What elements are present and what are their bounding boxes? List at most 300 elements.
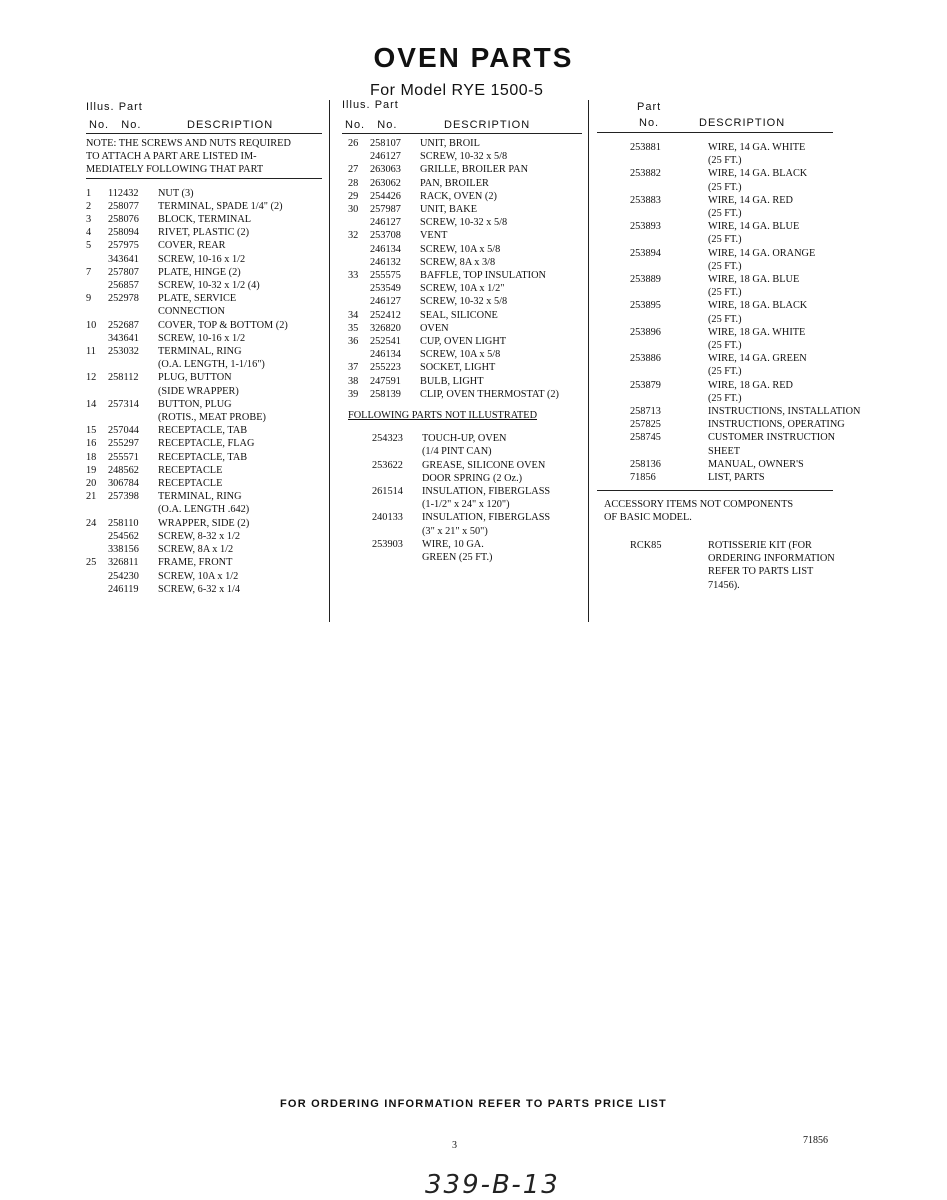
part-number: 253883 — [630, 194, 661, 206]
illus-number — [86, 253, 108, 266]
part-number: 255297 — [108, 438, 139, 450]
part-description: (25 FT.) — [708, 392, 742, 404]
part-description: OVEN — [420, 322, 449, 334]
part-description: (SIDE WRAPPER) — [158, 385, 239, 397]
part-row-continued — [630, 392, 860, 405]
part-description: NUT (3) — [158, 187, 194, 199]
part-row — [86, 187, 291, 200]
part-description: GREASE, SILICONE OVEN — [422, 459, 546, 471]
col3-doc-rows — [630, 405, 860, 484]
illus-number: 21 — [86, 491, 97, 503]
part-number — [630, 579, 708, 592]
illus-number: 35 — [348, 322, 359, 334]
part-description: (25 FT.) — [708, 287, 742, 299]
part-description: SCREW, 10-32 x 5/8 — [420, 151, 508, 163]
part-number — [630, 154, 708, 167]
part-number: 253549 — [370, 283, 401, 295]
part-row — [348, 177, 559, 190]
illus-number — [86, 583, 108, 596]
illus-number: 27 — [348, 164, 359, 176]
part-description: INSTRUCTIONS, OPERATING — [708, 419, 845, 431]
part-description: COVER, TOP & BOTTOM (2) — [158, 319, 288, 331]
illus-number — [348, 295, 370, 308]
part-number: 71856 — [630, 472, 656, 484]
illus-number: 34 — [348, 309, 359, 321]
illus-number: 26 — [348, 138, 359, 149]
part-number: 257825 — [630, 419, 661, 431]
col2-following-rows — [372, 432, 559, 564]
part-description: RECEPTACLE, TAB — [158, 451, 248, 463]
part-number: 246134 — [370, 349, 401, 361]
part-row — [348, 388, 559, 401]
part-description: (25 FT.) — [708, 208, 742, 220]
part-description: MANUAL, OWNER'S — [708, 458, 804, 470]
part-description: RECEPTACLE — [158, 478, 223, 490]
part-description: BLOCK, TERMINAL — [158, 214, 252, 226]
part-row — [630, 471, 860, 484]
part-description: WIRE, 14 GA. WHITE — [708, 142, 806, 153]
accessory-row — [630, 539, 835, 552]
illus-number — [86, 305, 108, 318]
part-number — [630, 445, 708, 458]
part-description: BUTTON, PLUG — [158, 398, 232, 410]
illus-number: 33 — [348, 270, 359, 282]
part-number — [108, 358, 158, 371]
part-row — [86, 583, 291, 596]
illus-number: 14 — [86, 398, 97, 410]
part-row — [348, 137, 559, 150]
part-description: (25 FT.) — [708, 234, 742, 246]
part-number: 246127 — [370, 151, 401, 163]
part-row — [348, 269, 559, 282]
part-description: WIRE, 18 GA. RED — [708, 379, 793, 391]
ordering-footer: FOR ORDERING INFORMATION REFER TO PARTS PRICE LIST — [280, 1098, 667, 1110]
illus-number: 15 — [86, 425, 97, 437]
part-number: 253708 — [370, 230, 401, 242]
part-row — [86, 279, 291, 292]
part-number: 246127 — [370, 296, 401, 308]
illus-number — [86, 570, 108, 583]
part-row — [630, 141, 860, 154]
part-number: 258139 — [370, 388, 401, 400]
col2-header-no: No. No. — [345, 119, 398, 131]
part-description: TERMINAL, SPADE 1/4" (2) — [158, 200, 283, 212]
part-row — [86, 451, 291, 464]
illus-number: 29 — [348, 190, 359, 202]
part-description: (25 FT.) — [708, 366, 742, 378]
part-description: RACK, OVEN (2) — [420, 190, 497, 202]
part-number: 263063 — [370, 164, 401, 176]
part-number — [630, 313, 708, 326]
part-number — [108, 305, 158, 318]
part-description: WIRE, 18 GA. BLUE — [708, 274, 800, 286]
part-row — [86, 437, 291, 450]
part-row — [348, 163, 559, 176]
part-row — [86, 305, 291, 318]
part-row — [630, 405, 860, 418]
illus-number: 3 — [86, 214, 92, 226]
illus-number — [86, 279, 108, 292]
part-description: PLATE, HINGE (2) — [158, 266, 241, 278]
col3-wire-rows — [630, 141, 860, 405]
part-row — [372, 432, 559, 445]
part-number: 253882 — [630, 168, 661, 180]
part-number — [372, 551, 422, 564]
part-description: WIRE, 14 GA. BLACK — [708, 168, 808, 180]
part-description: RECEPTACLE, TAB — [158, 425, 248, 437]
col2-header-rule — [342, 133, 582, 134]
following-parts-heading: FOLLOWING PARTS NOT ILLUSTRATED — [348, 410, 538, 422]
part-description: SCREW, 10A x 1/2" — [420, 283, 505, 295]
part-description: (1/4 PINT CAN) — [422, 446, 492, 458]
part-description: DOOR SPRING (2 Oz.) — [422, 472, 523, 484]
illus-number — [86, 530, 108, 543]
col3-parts — [630, 141, 860, 484]
illus-number: 24 — [86, 517, 97, 529]
part-description: WIRE, 14 GA. BLUE — [708, 221, 800, 233]
part-row — [348, 282, 559, 295]
note-line: MEDIATELY FOLLOWING THAT PART — [86, 164, 264, 176]
part-number: 252687 — [108, 319, 139, 331]
accessory-note — [604, 498, 793, 524]
part-description: PLUG, BUTTON — [158, 372, 232, 384]
part-description: RECEPTACLE, FLAG — [158, 438, 255, 450]
part-row — [86, 398, 291, 411]
part-description: UNIT, BROIL — [420, 138, 480, 149]
part-description: (25 FT.) — [708, 181, 742, 193]
part-number: 258094 — [108, 227, 139, 239]
part-number: 258076 — [108, 214, 139, 226]
part-number: 258107 — [370, 138, 401, 149]
part-number: 253896 — [630, 326, 661, 338]
illus-number: 36 — [348, 336, 359, 348]
illus-number: 25 — [86, 557, 97, 569]
accessory-row — [630, 552, 835, 565]
part-row-continued — [630, 207, 860, 220]
part-row — [630, 326, 860, 339]
part-row — [348, 150, 559, 163]
illus-number: 28 — [348, 177, 359, 189]
part-number: 253886 — [630, 353, 661, 365]
part-description: (1-1/2" x 24" x 120") — [422, 499, 510, 511]
part-row — [630, 431, 860, 444]
part-row — [86, 200, 291, 213]
part-description: SCREW, 10-16 x 1/2 — [158, 332, 246, 344]
part-row — [348, 322, 559, 335]
part-row — [86, 477, 291, 490]
part-description: (25 FT.) — [708, 313, 742, 325]
part-row — [348, 361, 559, 374]
part-description: ORDERING INFORMATION — [708, 553, 835, 565]
part-description: SCREW, 6-32 x 1/4 — [158, 583, 241, 595]
part-row — [86, 464, 291, 477]
part-number: 258745 — [630, 432, 661, 444]
part-number: 253895 — [630, 300, 661, 312]
part-row — [348, 190, 559, 203]
illus-number — [348, 348, 370, 361]
illus-number: 7 — [86, 266, 92, 278]
illus-number: 19 — [86, 464, 97, 476]
part-row — [372, 445, 559, 458]
part-row-continued — [630, 233, 860, 246]
handwritten-note: 339-B-13 — [425, 1170, 560, 1200]
part-number: 254323 — [372, 433, 403, 445]
part-description: WIRE, 14 GA. GREEN — [708, 353, 807, 365]
part-number: 257987 — [370, 204, 401, 216]
illus-number — [348, 243, 370, 256]
part-row — [630, 273, 860, 286]
part-description: BULB, LIGHT — [420, 375, 484, 387]
part-number: 246127 — [370, 217, 401, 229]
part-number: 254426 — [370, 190, 401, 202]
part-number: 253903 — [372, 538, 403, 550]
illus-number: 16 — [86, 438, 97, 450]
part-number — [630, 339, 708, 352]
part-description: (O.A. LENGTH .642) — [158, 504, 250, 516]
col1-rows — [86, 187, 291, 596]
part-row-continued — [630, 286, 860, 299]
col2-header-description: DESCRIPTION — [444, 119, 531, 131]
col1-note — [86, 137, 291, 177]
part-description: SCREW, 10A x 5/8 — [420, 243, 501, 255]
part-row — [86, 332, 291, 345]
part-description: CLIP, OVEN THERMOSTAT (2) — [420, 388, 559, 400]
part-row-continued — [630, 154, 860, 167]
part-row — [372, 459, 559, 472]
part-row — [372, 525, 559, 538]
part-number: 338156 — [108, 544, 139, 556]
part-row — [630, 445, 860, 458]
part-number: 255575 — [370, 270, 401, 282]
part-row — [86, 556, 291, 569]
col3-header-part: Part — [637, 101, 662, 113]
accessory-row — [630, 579, 835, 592]
part-description: 71456). — [708, 579, 740, 591]
col1-header-no: No. No. — [89, 119, 142, 131]
part-number: 240133 — [372, 512, 403, 524]
part-row — [630, 352, 860, 365]
part-number: 326811 — [108, 557, 139, 569]
part-row-continued — [630, 260, 860, 273]
part-description: CUP, OVEN LIGHT — [420, 336, 507, 348]
illus-number: 5 — [86, 240, 92, 252]
part-description: (O.A. LENGTH, 1-1/16") — [158, 359, 265, 371]
part-number — [630, 392, 708, 405]
part-description: SCREW, 8-32 x 1/2 — [158, 530, 241, 542]
col1-header-illus: Illus. Part — [86, 101, 143, 113]
part-description: FRAME, FRONT — [158, 557, 233, 569]
col1-header-rule — [86, 133, 322, 134]
part-number — [630, 207, 708, 220]
part-number: 247591 — [370, 375, 401, 387]
col3-header-description: DESCRIPTION — [699, 117, 786, 129]
part-description: TERMINAL, RING — [158, 346, 242, 358]
part-description: SCREW, 10-16 x 1/2 — [158, 253, 246, 265]
part-description: (3" x 21" x 50") — [422, 525, 488, 537]
part-row — [86, 490, 291, 503]
page-title: OVEN PARTS — [373, 42, 574, 73]
part-row — [86, 345, 291, 358]
part-number: 252541 — [370, 336, 401, 348]
part-number: 257398 — [108, 491, 139, 503]
part-row — [86, 385, 291, 398]
accessory-rows — [630, 539, 835, 592]
illus-number: 39 — [348, 388, 359, 400]
part-row — [86, 239, 291, 252]
illus-number — [86, 543, 108, 556]
part-number: 253894 — [630, 247, 661, 259]
part-row — [348, 335, 559, 348]
part-description: SEAL, SILICONE — [420, 309, 498, 321]
part-description: SCREW, 10-32 x 5/8 — [420, 217, 508, 229]
part-description: (25 FT.) — [708, 260, 742, 272]
part-description: WIRE, 14 GA. RED — [708, 194, 793, 206]
part-number — [630, 365, 708, 378]
illus-number — [86, 385, 108, 398]
illus-number — [348, 216, 370, 229]
part-number: 253881 — [630, 142, 661, 153]
illus-number: 37 — [348, 362, 359, 374]
page-number: 3 — [452, 1140, 457, 1151]
part-number: 326820 — [370, 322, 401, 334]
part-description: PAN, BROILER — [420, 177, 489, 189]
part-number: 306784 — [108, 478, 139, 490]
part-description: SCREW, 10-32 x 5/8 — [420, 296, 508, 308]
part-number — [108, 385, 158, 398]
part-description: SCREW, 10A x 1/2 — [158, 570, 239, 582]
part-number: 112432 — [108, 187, 139, 199]
part-description: RIVET, PLASTIC (2) — [158, 227, 250, 239]
part-description: PLATE, SERVICE — [158, 293, 237, 305]
part-row — [348, 243, 559, 256]
part-description: ROTISSERIE KIT (FOR — [708, 540, 812, 551]
illus-number: 11 — [86, 346, 96, 358]
part-number: 252978 — [108, 293, 139, 305]
part-number: 343641 — [108, 332, 139, 344]
col3-header-rule — [597, 132, 833, 133]
part-row — [372, 511, 559, 524]
part-row — [630, 194, 860, 207]
part-number — [372, 498, 422, 511]
part-row — [86, 292, 291, 305]
part-row — [348, 216, 559, 229]
col2-parts — [348, 137, 559, 564]
part-row — [630, 418, 860, 431]
part-row — [372, 485, 559, 498]
part-row — [86, 570, 291, 583]
part-number — [630, 565, 708, 578]
part-number: 253879 — [630, 379, 661, 391]
illus-number — [348, 150, 370, 163]
part-number: 258110 — [108, 517, 139, 529]
part-row — [86, 411, 291, 424]
part-row — [348, 295, 559, 308]
part-description: WIRE, 14 GA. ORANGE — [708, 247, 816, 259]
column-divider — [329, 100, 330, 622]
part-row-continued — [630, 365, 860, 378]
part-row — [630, 220, 860, 233]
part-description: SCREW, 10-32 x 1/2 (4) — [158, 280, 260, 292]
part-row — [630, 167, 860, 180]
illus-number: 2 — [86, 200, 92, 212]
part-description: (25 FT.) — [708, 340, 742, 352]
part-row — [630, 379, 860, 392]
part-description: TOUCH-UP, OVEN — [422, 433, 507, 445]
part-number: 253032 — [108, 346, 139, 358]
part-description: INSULATION, FIBERGLASS — [422, 486, 551, 498]
part-row — [372, 551, 559, 564]
part-description: WIRE, 10 GA. — [422, 538, 484, 550]
part-row — [372, 538, 559, 551]
part-number — [372, 445, 422, 458]
part-number: 257807 — [108, 266, 139, 278]
page-subtitle: For Model RYE 1500-5 — [370, 82, 544, 99]
col1-parts — [86, 137, 291, 596]
illus-number: 30 — [348, 204, 359, 216]
part-number — [108, 411, 158, 424]
document-number: 71856 — [803, 1135, 828, 1146]
part-row — [86, 530, 291, 543]
part-row — [372, 472, 559, 485]
part-number: 343641 — [108, 253, 139, 265]
part-number — [630, 552, 708, 565]
accessory-note-line: ACCESSORY ITEMS NOT COMPONENTS — [604, 499, 794, 510]
illus-number — [348, 282, 370, 295]
part-row — [348, 203, 559, 216]
part-description: SHEET — [708, 445, 741, 457]
col1-header-description: DESCRIPTION — [187, 119, 274, 131]
part-number: 255571 — [108, 451, 139, 463]
part-description: RECEPTACLE — [158, 464, 223, 476]
part-row — [372, 498, 559, 511]
illus-number: 9 — [86, 293, 92, 305]
part-number — [630, 233, 708, 246]
part-row — [348, 256, 559, 269]
col3-accessory-rule — [597, 490, 833, 491]
part-description: WIRE, 18 GA. WHITE — [708, 326, 806, 338]
part-description: TERMINAL, RING — [158, 491, 242, 503]
part-description: BAFFLE, TOP INSULATION — [420, 270, 546, 282]
column-divider — [588, 100, 589, 622]
col2-header-illus: Illus. Part — [342, 99, 399, 111]
part-description: UNIT, BAKE — [420, 204, 478, 216]
part-description: SOCKET, LIGHT — [420, 362, 496, 374]
illus-number — [86, 358, 108, 371]
illus-number — [86, 332, 108, 345]
part-number: 258077 — [108, 200, 139, 212]
part-description: CONNECTION — [158, 306, 225, 318]
part-number: 248562 — [108, 464, 139, 476]
part-description: LIST, PARTS — [708, 472, 765, 484]
part-description: SCREW, 10A x 5/8 — [420, 349, 501, 361]
part-description: SCREW, 8A x 1/2 — [158, 544, 234, 556]
part-description: (25 FT.) — [708, 155, 742, 167]
part-number: 253889 — [630, 274, 661, 286]
part-number — [630, 286, 708, 299]
part-description: GREEN (25 FT.) — [422, 552, 493, 564]
part-number: 257975 — [108, 240, 139, 252]
illus-number: 12 — [86, 372, 97, 384]
illus-number: 20 — [86, 478, 97, 490]
part-number — [372, 472, 422, 485]
part-row — [86, 358, 291, 371]
col3-header-no: No. — [639, 117, 660, 129]
part-number: 255223 — [370, 362, 401, 374]
part-description: INSULATION, FIBERGLASS — [422, 512, 551, 524]
illus-number: 18 — [86, 451, 97, 463]
part-number: 253893 — [630, 221, 661, 233]
part-row — [348, 309, 559, 322]
